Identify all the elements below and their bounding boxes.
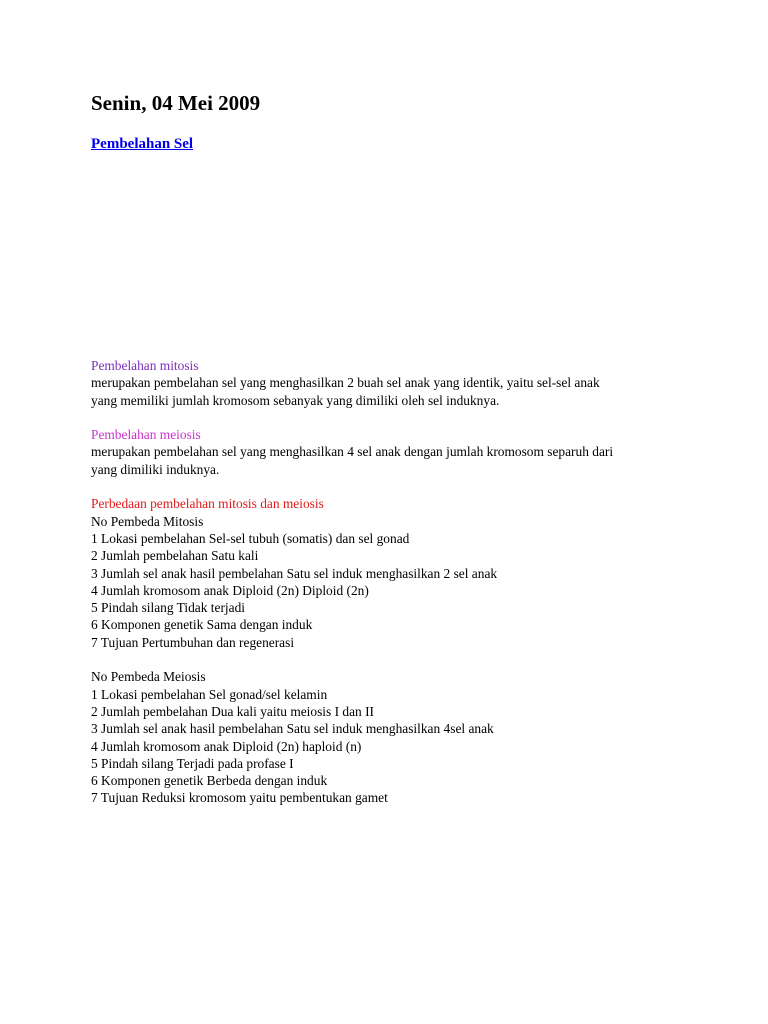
list-item: 7 Tujuan Pertumbuhan dan regenerasi [91,634,295,650]
post-title [91,134,193,154]
list-item: 5 Pindah silang Tidak terjadi [91,600,245,616]
list-item: 1 Lokasi pembelahan Sel gonad/sel kelamin [91,686,328,702]
mitosis-section [91,357,691,409]
list-item: 4 Jumlah kromosom anak Diploid (2n) haploid (n) [91,738,362,754]
meiosis-text-line: merupakan pembelahan sel yang menghasilkan 4 sel anak dengan jumlah kromosom separuh dari [91,444,614,460]
post-title-link[interactable]: Pembelahan Sel [91,136,194,152]
meiosis-list-header: No Pembeda Meiosis [91,669,206,685]
meiosis-comparison-list [91,668,691,806]
mitosis-list-header: No Pembeda Mitosis [91,513,204,529]
meiosis-text-line: yang dimiliki induknya. [91,461,220,477]
mitosis-text-line: yang memiliki jumlah kromosom sebanyak yang dimiliki oleh sel induknya. [91,392,500,408]
meiosis-section [91,426,691,478]
list-item: 5 Pindah silang Terjadi pada profase I [91,755,294,771]
post-date-heading: Senin, 04 Mei 2009 [91,91,261,115]
list-item: 3 Jumlah sel anak hasil pembelahan Satu sel induk menghasilkan 2 sel anak [91,565,498,581]
list-item: 6 Komponen genetik Berbeda dengan induk [91,773,328,789]
post-body [91,357,691,824]
comparison-heading: Perbedaan pembelahan mitosis dan meiosis [91,496,324,512]
list-item: 4 Jumlah kromosom anak Diploid (2n) Diploid (2n) [91,582,369,598]
mitosis-text-line: merupakan pembelahan sel yang menghasilkan 2 buah sel anak yang identik, yaitu sel-sel anak [91,375,600,391]
list-item: 2 Jumlah pembelahan Dua kali yaitu meiosis I dan II [91,703,374,719]
list-item: 3 Jumlah sel anak hasil pembelahan Satu sel induk menghasilkan 4sel anak [91,721,494,737]
mitosis-heading: Pembelahan mitosis [91,358,199,373]
list-item: 1 Lokasi pembelahan Sel-sel tubuh (somatis) dan sel gonad [91,530,410,546]
mitosis-comparison-list [91,495,691,651]
meiosis-heading: Pembelahan meiosis [91,427,201,443]
list-item: 6 Komponen genetik Sama dengan induk [91,617,313,633]
list-item: 2 Jumlah pembelahan Satu kali [91,548,259,564]
list-item: 7 Tujuan Reduksi kromosom yaitu pembentukan gamet [91,790,388,806]
